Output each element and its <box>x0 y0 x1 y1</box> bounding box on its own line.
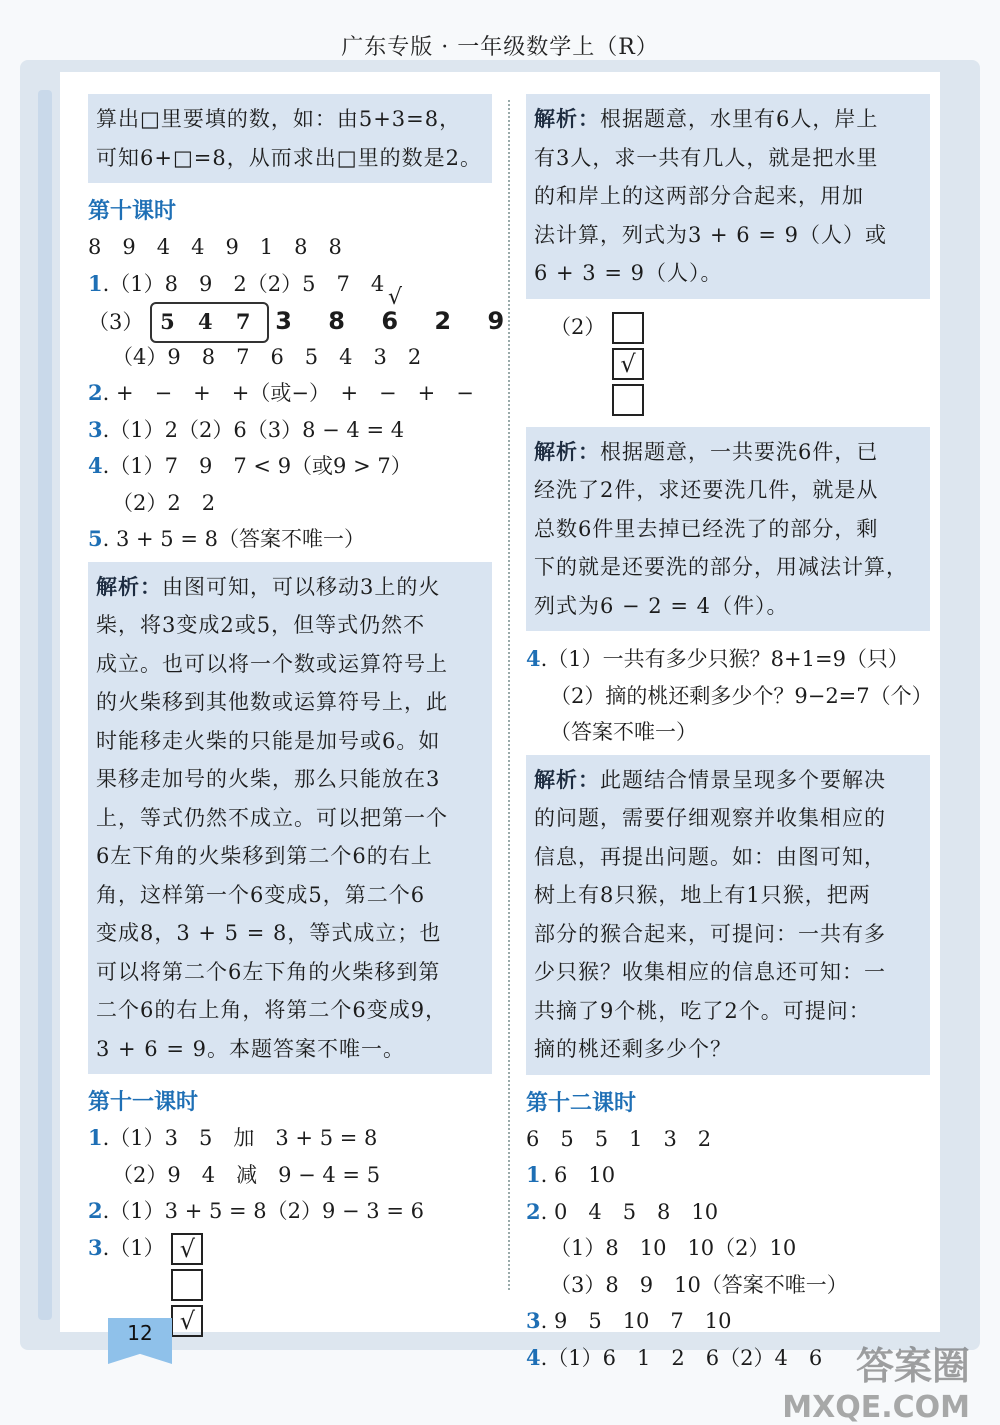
analysis-line: 的和岸上的这两部分合起来，用加 <box>534 184 864 208</box>
question-number: 4 <box>88 453 103 478</box>
right-q4-1 <box>526 641 930 678</box>
lesson-10-q2 <box>88 375 492 412</box>
analysis-line: 下的就是还要洗的部分，用减法计算， <box>534 555 908 579</box>
question-number: 3 <box>526 1308 541 1333</box>
analysis-label: 解析： <box>96 573 162 599</box>
analysis-box <box>526 755 930 1075</box>
lesson-10-q1-3 <box>88 285 519 339</box>
question-number: 2 <box>88 380 103 405</box>
sub-label: （2） <box>550 314 606 339</box>
analysis-line: 部分的猴合起来，可提问：一共有多 <box>534 921 886 946</box>
answer-text: . 6 10 <box>540 1163 616 1187</box>
analysis-line: 共摘了9个桃，吃了2个。可提问： <box>534 998 871 1023</box>
right-q4-3: （答案不唯一） <box>550 720 697 744</box>
analysis-line: 根据题意，一共要洗6件，已 <box>600 439 879 464</box>
analysis-line: 根据题意，水里有6人，岸上 <box>600 107 879 131</box>
analysis-line: 6左下角的火柴移到第二个6的右上 <box>96 844 433 868</box>
question-number: 3 <box>88 1234 103 1260</box>
answer-text: .（1）7 9 7 < 9（或9 > 7） <box>102 454 412 478</box>
right-q4-2: （2）摘的桃还剩多少个？9−2=7（个） <box>550 683 933 708</box>
lesson-10-q4-1 <box>88 448 492 485</box>
question-number: 1 <box>88 1125 103 1150</box>
analysis-label: 解析： <box>534 766 600 792</box>
matchstick-digits-frame: 5 4 7 <box>150 302 268 343</box>
answer-text: .（1）3 5 加 3 + 5 = 8 <box>102 1126 378 1150</box>
intro-box <box>88 94 492 183</box>
answer-checkbox: √ <box>612 348 644 380</box>
column-divider <box>508 100 510 1290</box>
watermark-url: MXQE.COM <box>782 1390 970 1425</box>
question-number: 1 <box>526 1162 541 1187</box>
lesson-12-q2-1: （1）8 10 10（2）10 <box>550 1236 797 1260</box>
sub-label: （3） <box>88 310 144 334</box>
sub-label: .（1） <box>102 1235 165 1260</box>
checkbox-group <box>612 309 644 417</box>
answer-checkbox <box>612 312 644 344</box>
matchstick-digits: 3 8 6 2 9 <box>275 307 519 335</box>
analysis-box <box>526 427 930 632</box>
answer-text: . 0 4 5 8 10 <box>540 1199 719 1224</box>
analysis-line: 果移走加号的火柴，那么只能放在3 <box>96 767 441 791</box>
lesson-10-title: 第十课时 <box>88 198 177 224</box>
question-number: 3 <box>88 416 103 442</box>
answer-text: .（1）一共有多少只猴？8+1=9（只） <box>540 647 909 671</box>
answer-text: . 9 5 10 7 10 <box>540 1309 732 1333</box>
analysis-label: 解析： <box>534 438 600 464</box>
question-number: 2 <box>88 1198 103 1223</box>
question-number: 4 <box>526 646 541 671</box>
analysis-line: 角，这样第一个6变成5，第二个6 <box>96 882 426 907</box>
answer-text: . 3 + 5 = 8（答案不唯一） <box>102 527 365 551</box>
answer-checkbox: √ <box>171 1305 203 1337</box>
question-number: 2 <box>526 1198 541 1224</box>
lesson-12-row0: 6 5 5 1 3 2 <box>526 1126 712 1151</box>
lesson-12-q2 <box>526 1194 930 1231</box>
page-number: 12 <box>127 1321 153 1345</box>
lesson-12-q1 <box>526 1157 930 1194</box>
analysis-label: 解析： <box>534 106 600 131</box>
analysis-line: 时能移走火柴的只能是加号或6。如 <box>96 728 441 753</box>
answer-checkbox <box>612 384 644 416</box>
lesson-10-q4-2: （2）2 2 <box>112 490 216 515</box>
lesson-11-q2 <box>88 1193 492 1230</box>
lesson-10-row0: 8 9 4 4 9 1 8 8 <box>88 235 342 259</box>
answer-text: . + − + +（或−） + − + − <box>102 381 474 405</box>
analysis-line: 由图可知，可以移动3上的火 <box>162 574 441 599</box>
answer-text: .（1）8 9 2（2）5 7 4 <box>102 271 385 296</box>
analysis-line: 柴，将3变成2或5，但等式仍然不 <box>96 613 426 637</box>
analysis-line: 有3人，求一共有几人，就是把水里 <box>534 145 879 170</box>
right-q3-2 <box>526 309 930 417</box>
lesson-10-q1-1 <box>88 266 492 303</box>
page-header: 广东专版 · 一年级数学上（R） <box>341 35 659 60</box>
analysis-line: 6 + 3 = 9（人）。 <box>534 261 723 285</box>
question-number: 4 <box>526 1344 541 1370</box>
analysis-line: 二个6的右上角，将第二个6变成9， <box>96 998 448 1022</box>
answer-text: .（1）3 + 5 = 8（2）9 − 3 = 6 <box>102 1199 424 1223</box>
lesson-10-q1-4: （4）9 8 7 6 5 4 3 2 <box>112 344 422 369</box>
analysis-line: 信息，再提出问题。如：由图可知， <box>534 844 886 869</box>
watermark-logo-text: 答案圈 <box>855 1344 970 1388</box>
analysis-line: 法计算，列式为3 + 6 = 9（人）或 <box>534 222 887 247</box>
question-number: 1 <box>88 270 103 296</box>
analysis-line: 树上有8只猴，地上有1只猴，把两 <box>534 883 871 907</box>
intro-line: 算出□里要填的数，如：由5+3=8， <box>96 107 462 131</box>
lesson-10-q5 <box>88 521 492 558</box>
analysis-line: 少只猴？收集相应的信息还可知：一 <box>534 960 886 984</box>
analysis-line: 列式为6 − 2 = 4（件）。 <box>534 593 789 618</box>
analysis-line: 摘的桃还剩多少个？ <box>534 1037 732 1061</box>
analysis-line: 上，等式仍然不成立。可以把第一个 <box>96 805 448 830</box>
lesson-10-q3 <box>88 412 492 449</box>
lesson-11-title: 第十一课时 <box>88 1089 199 1115</box>
analysis-line: 总数6件里去掉已经洗了的部分，剩 <box>534 516 879 541</box>
analysis-line: 可以将第二个6左下角的火柴移到第 <box>96 959 441 984</box>
left-column <box>88 90 519 1338</box>
answer-text: .（1）6 1 2 6（2）4 6 <box>540 1345 823 1370</box>
page-edge-strip <box>38 90 52 1320</box>
lesson-12-title: 第十二课时 <box>526 1089 637 1116</box>
check-mark-icon: √ <box>388 285 403 310</box>
answer-text: .（1）2（2）6（3）8 − 4 = 4 <box>102 417 405 442</box>
answer-checkbox <box>171 1269 203 1301</box>
analysis-line: 变成8，3 + 5 = 8，等式成立；也 <box>96 921 442 945</box>
analysis-line: 此题结合情景呈现多个要解决 <box>600 767 886 792</box>
lesson-12-q2-2: （3）8 9 10（答案不唯一） <box>550 1272 848 1297</box>
right-column <box>526 90 933 1376</box>
analysis-line: 3 + 6 = 9。本题答案不唯一。 <box>96 1036 405 1061</box>
checkbox-group <box>171 1230 203 1338</box>
analysis-line: 经洗了2件，求还要洗几件，就是从 <box>534 478 879 502</box>
analysis-line: 成立。也可以将一个数或运算符号上 <box>96 651 448 676</box>
intro-line: 可知6+□=8，从而求出□里的数是2。 <box>96 145 482 170</box>
lesson-11-q1-1 <box>88 1120 492 1157</box>
analysis-box <box>88 562 492 1075</box>
lesson-11-q1-2: （2）9 4 减 9 − 4 = 5 <box>112 1162 381 1187</box>
analysis-line: 的火柴移到其他数或运算符号上，此 <box>96 690 448 714</box>
analysis-box <box>526 94 930 299</box>
answer-checkbox: √ <box>171 1233 203 1265</box>
analysis-line: 的问题，需要仔细观察并收集相应的 <box>534 806 886 830</box>
watermark-logo <box>782 1335 970 1425</box>
question-number: 5 <box>88 526 103 551</box>
